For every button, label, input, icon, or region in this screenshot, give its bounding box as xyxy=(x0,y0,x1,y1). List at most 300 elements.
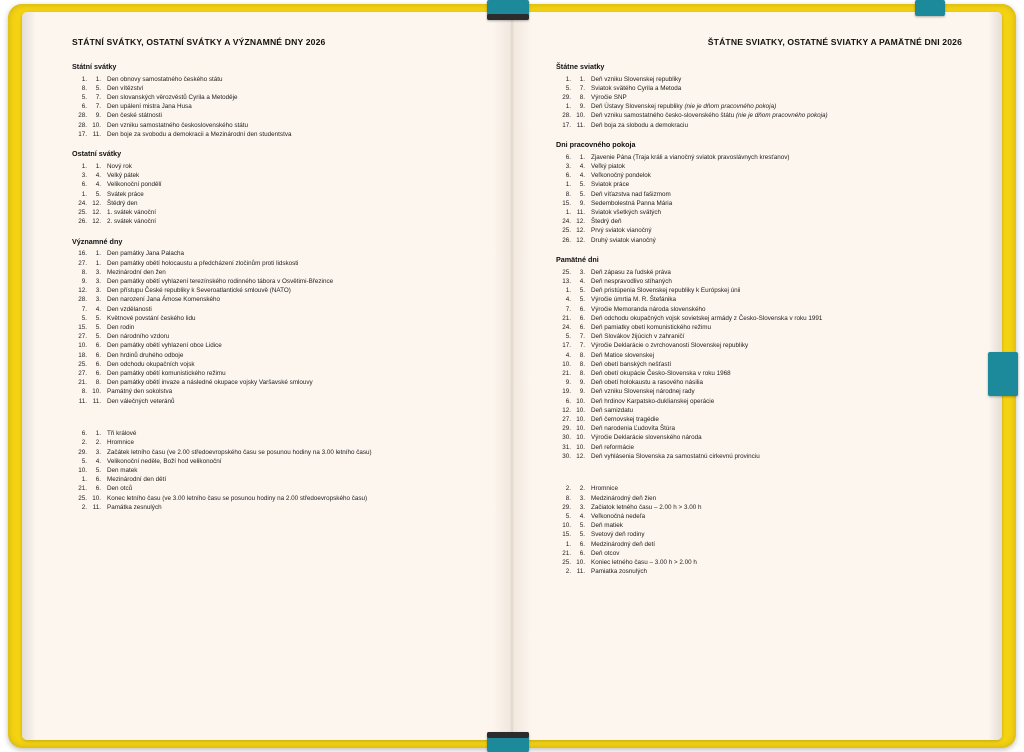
bookmark-ribbon-top-secondary[interactable] xyxy=(915,0,945,16)
holiday-entry xyxy=(556,334,962,341)
entry-day: 3. xyxy=(81,172,87,180)
holiday-entry xyxy=(556,164,962,171)
entry-month: 10. xyxy=(92,121,101,129)
entry-month: 7. xyxy=(579,84,585,92)
holiday-list xyxy=(72,164,490,226)
entry-day: 8. xyxy=(81,268,87,276)
entry-month: 8. xyxy=(579,93,585,101)
entry-month: 10. xyxy=(576,406,585,414)
holiday-list xyxy=(556,77,962,130)
holiday-section xyxy=(556,141,962,244)
entry-label: Deň odchodu okupačných vojsk sovietskej armády z Česko-Slovenska v roku 1991 xyxy=(591,314,823,322)
holiday-section xyxy=(72,63,490,138)
entry-month: 11. xyxy=(92,503,101,511)
entry-month: 10. xyxy=(92,494,101,502)
holiday-entry xyxy=(556,426,962,433)
entry-day: 30. xyxy=(562,434,571,442)
entry-day: 15. xyxy=(562,199,571,207)
holiday-entry xyxy=(556,113,962,120)
entry-label: Den přístupu České republiky k Severoatlantické smlouvě (NATO) xyxy=(107,287,291,295)
holiday-list xyxy=(556,486,962,575)
entry-day: 1. xyxy=(565,208,571,216)
holiday-entry xyxy=(72,486,490,493)
planner-pages xyxy=(22,12,1002,740)
entry-day: 15. xyxy=(562,531,571,539)
entry-day: 25. xyxy=(562,559,571,567)
entry-month: 4. xyxy=(95,172,101,180)
section-spacer xyxy=(72,417,490,431)
entry-month: 12. xyxy=(92,208,101,216)
entry-label: Hromnice xyxy=(591,485,618,493)
entry-label: Den slovanských věrozvěstů Cyrila a Metoděje xyxy=(107,93,238,101)
section-heading: Dni pracovného pokoja xyxy=(556,140,636,150)
entry-month: 7. xyxy=(579,333,585,341)
entry-day: 17. xyxy=(78,130,87,138)
entry-month: 3. xyxy=(579,268,585,276)
entry-label: Štědrý den xyxy=(107,199,138,207)
bookmark-ribbon-bottom[interactable] xyxy=(487,732,529,752)
entry-label: 2. svátek vánoční xyxy=(107,218,157,226)
holiday-entry xyxy=(72,210,490,217)
entry-label: Deň vzniku Slovenskej národnej rady xyxy=(591,388,695,396)
entry-day: 5. xyxy=(81,457,87,465)
entry-day: 18. xyxy=(78,351,87,359)
entry-month: 6. xyxy=(95,360,101,368)
holiday-entry xyxy=(72,353,490,360)
holiday-entry xyxy=(556,182,962,189)
entry-label: Den památky Jana Palacha xyxy=(107,250,185,258)
holiday-entry xyxy=(72,192,490,199)
entry-label: Deň obetí okupácie Česko-Slovenska v roku 1968 xyxy=(591,370,731,377)
holiday-entry xyxy=(556,325,962,332)
holiday-entry xyxy=(72,316,490,323)
holiday-list xyxy=(72,431,490,511)
entry-month: 5. xyxy=(579,531,585,539)
entry-day: 8. xyxy=(565,190,571,198)
holiday-entry xyxy=(556,560,962,567)
entry-month: 5. xyxy=(579,296,585,304)
entry-month: 11. xyxy=(576,121,585,129)
entry-day: 21. xyxy=(562,314,571,322)
entry-label: Deň obetí holokaustu a rasového násilia xyxy=(591,379,704,387)
entry-month: 5. xyxy=(95,314,101,322)
entry-day: 17. xyxy=(562,342,571,350)
entry-day: 28. xyxy=(78,112,87,120)
holiday-entry xyxy=(556,389,962,396)
entry-label: Deň pamiatky obetí komunistického režimu xyxy=(591,323,712,331)
entry-month: 12. xyxy=(92,199,101,207)
holiday-entry xyxy=(556,270,962,277)
entry-month: 6. xyxy=(579,314,585,322)
entry-label: Hromnice xyxy=(107,439,134,447)
entry-label: Velký pátek xyxy=(107,172,140,180)
entry-month: 3. xyxy=(95,296,101,304)
entry-month: 2. xyxy=(95,439,101,447)
entry-day: 10. xyxy=(562,360,571,368)
entry-month: 10. xyxy=(576,559,585,567)
holiday-entry xyxy=(72,343,490,350)
entry-day: 4. xyxy=(565,296,571,304)
entry-label: Deň pristúpenia Slovenskej republiky k Európskej únii xyxy=(591,287,741,295)
entry-day: 15. xyxy=(78,323,87,331)
entry-day: 21. xyxy=(78,379,87,387)
entry-day: 28. xyxy=(78,296,87,304)
entry-day: 21. xyxy=(562,549,571,557)
entry-label: Památka zesnulých xyxy=(107,503,162,511)
entry-label: Prvý sviatok vianočný xyxy=(591,227,652,235)
holiday-entry xyxy=(556,532,962,539)
entry-month: 5. xyxy=(95,84,101,92)
entry-label: Deň vzniku samostatného česko-slovenského štátu (nie je dňom pracovného pokoja) xyxy=(591,112,828,120)
entry-month: 6. xyxy=(95,485,101,493)
entry-month: 6. xyxy=(579,305,585,313)
entry-label: Medzinárodný deň žien xyxy=(591,494,657,502)
entry-month: 9. xyxy=(579,103,585,111)
entry-day: 21. xyxy=(562,370,571,377)
entry-day: 5. xyxy=(565,513,571,521)
entry-label: Výročie Deklarácie slovenského národa xyxy=(591,434,702,442)
entry-day: 8. xyxy=(565,494,571,502)
right-page-title: ŠTÁTNE SVIATKY, OSTATNÉ SVIATKY A PAMÄTNÉ DNI 2026 xyxy=(707,37,962,47)
entry-label: Den otců xyxy=(107,485,133,493)
holiday-entry xyxy=(72,431,490,438)
section-heading: Pamätné dni xyxy=(556,255,599,265)
entry-day: 6. xyxy=(81,103,87,111)
holiday-entry xyxy=(72,288,490,295)
entry-day: 6. xyxy=(565,153,571,161)
holiday-entry xyxy=(556,173,962,180)
entry-label: Deň zápasu za ľudské práva xyxy=(591,268,671,276)
entry-day: 25. xyxy=(78,360,87,368)
entry-label: Sviatok všetkých svätých xyxy=(591,208,661,216)
entry-day: 29. xyxy=(562,503,571,511)
entry-month: 9. xyxy=(579,379,585,387)
left-page-title: STÁTNÍ SVÁTKY, OSTATNÍ SVÁTKY A VÝZNAMNÉ DNY 2026 xyxy=(72,37,326,47)
entry-label: Den památky obětí invaze a následné okupace vojsky Varšavské smlouvy xyxy=(107,379,313,387)
entry-label: Medzinárodný deň detí xyxy=(591,540,656,548)
entry-label: Deň narodenia Ľudovíta Štúra xyxy=(591,425,676,433)
entry-label: Den odchodu okupačních vojsk xyxy=(107,360,195,368)
holiday-entry xyxy=(556,380,962,387)
entry-label: Den vzdělanosti xyxy=(107,305,152,313)
holiday-entry xyxy=(556,219,962,226)
entry-day: 1. xyxy=(565,103,571,111)
entry-month: 3. xyxy=(95,277,101,285)
entry-day: 12. xyxy=(562,406,571,414)
holiday-entry xyxy=(72,104,490,111)
entry-day: 31. xyxy=(562,443,571,451)
entry-day: 2. xyxy=(565,485,571,493)
holiday-entry xyxy=(556,454,962,461)
entry-day: 5. xyxy=(81,93,87,101)
entry-month: 6. xyxy=(95,342,101,350)
entry-day: 5. xyxy=(81,314,87,322)
entry-month: 5. xyxy=(95,467,101,475)
entry-day: 6. xyxy=(81,181,87,189)
holiday-section xyxy=(556,472,962,575)
holiday-entry xyxy=(72,123,490,130)
entry-day: 26. xyxy=(562,236,571,244)
entry-label: Den boje za svobodu a demokracii a Mezinárodní den studentstva xyxy=(107,130,292,138)
entry-month: 4. xyxy=(579,162,585,170)
holiday-section xyxy=(72,417,490,511)
holiday-entry xyxy=(72,468,490,475)
holiday-entry xyxy=(556,417,962,424)
entry-month: 3. xyxy=(579,503,585,511)
entry-month: 7. xyxy=(579,342,585,350)
entry-month: 10. xyxy=(92,388,101,396)
holiday-entry xyxy=(556,435,962,442)
holiday-entry xyxy=(72,270,490,277)
holiday-entry xyxy=(72,389,490,396)
holiday-entry xyxy=(72,261,490,268)
holiday-entry xyxy=(556,123,962,130)
entry-label: Deň obetí banských nešťastí xyxy=(591,360,672,368)
entry-month: 5. xyxy=(95,323,101,331)
entry-month: 2. xyxy=(579,485,585,493)
holiday-list xyxy=(72,251,490,405)
entry-month: 5. xyxy=(579,181,585,189)
entry-day: 3. xyxy=(565,162,571,170)
entry-month: 11. xyxy=(576,568,585,576)
entry-label: Den památky obětí komunistického režimu xyxy=(107,370,226,377)
elastic-closure-band[interactable] xyxy=(988,352,1018,396)
holiday-entry xyxy=(72,182,490,189)
holiday-entry xyxy=(556,486,962,493)
holiday-entry xyxy=(556,408,962,415)
entry-day: 9. xyxy=(565,379,571,387)
holiday-entry xyxy=(72,496,490,503)
entry-month: 6. xyxy=(579,540,585,548)
entry-day: 2. xyxy=(81,503,87,511)
holiday-entry xyxy=(72,334,490,341)
entry-day: 1. xyxy=(565,181,571,189)
entry-label: Deň Slovákov žijúcich v zahraničí xyxy=(591,333,685,341)
entry-month: 10. xyxy=(576,416,585,424)
holiday-entry xyxy=(556,228,962,235)
holiday-entry xyxy=(556,77,962,84)
entry-day: 10. xyxy=(562,522,571,530)
entry-month: 9. xyxy=(95,112,101,120)
entry-day: 13. xyxy=(562,277,571,285)
holiday-entry xyxy=(556,210,962,217)
entry-day: 16. xyxy=(78,250,87,258)
holiday-entry xyxy=(556,542,962,549)
entry-month: 9. xyxy=(579,388,585,396)
holiday-entry xyxy=(72,399,490,406)
holiday-entry xyxy=(556,399,962,406)
entry-label: Výročie Deklarácie o zvrchovanosti Slovenskej republiky xyxy=(591,342,749,350)
entry-day: 6. xyxy=(565,172,571,180)
entry-month: 5. xyxy=(579,287,585,295)
entry-label: Začátek letního času (ve 2.00 středoevropského času se posunou hodiny na 3.00 letního času) xyxy=(107,448,372,456)
holiday-entry xyxy=(72,371,490,378)
entry-label: Den památky obětí vyhlazení terezínského rodinného tábora v Osvětimi-Březince xyxy=(107,277,334,285)
entry-label: Deň matiek xyxy=(591,522,623,530)
entry-label: Mezinárodní den dětí xyxy=(107,476,167,484)
entry-label: Den narození Jana Ámose Komenského xyxy=(107,296,221,304)
holiday-entry xyxy=(72,450,490,457)
entry-month: 4. xyxy=(95,181,101,189)
entry-month: 5. xyxy=(95,333,101,341)
left-page-content xyxy=(72,38,490,722)
holiday-entry xyxy=(72,477,490,484)
entry-day: 7. xyxy=(81,305,87,313)
entry-month: 3. xyxy=(579,494,585,502)
holiday-entry xyxy=(556,496,962,503)
entry-label: Deň otcov xyxy=(591,549,620,557)
entry-day: 24. xyxy=(562,218,571,226)
entry-day: 5. xyxy=(565,84,571,92)
right-page-content xyxy=(556,38,962,722)
entry-month: 5. xyxy=(579,522,585,530)
section-heading: Státní svátky xyxy=(72,62,117,72)
entry-label: Druhý sviatok vianočný xyxy=(591,236,656,244)
holiday-entry xyxy=(72,380,490,387)
entry-day: 27. xyxy=(78,259,87,267)
holiday-entry xyxy=(72,307,490,314)
entry-month: 1. xyxy=(95,259,101,267)
entry-day: 1. xyxy=(81,190,87,198)
entry-label: Výročie Memoranda národa slovenského xyxy=(591,305,706,313)
entry-month: 9. xyxy=(579,199,585,207)
holiday-entry xyxy=(72,459,490,466)
entry-day: 2. xyxy=(81,439,87,447)
entry-day: 1. xyxy=(565,75,571,83)
holiday-entry xyxy=(72,113,490,120)
holiday-entry xyxy=(72,440,490,447)
entry-month: 12. xyxy=(576,236,585,244)
entry-month: 7. xyxy=(95,93,101,101)
holiday-entry xyxy=(72,86,490,93)
entry-month: 12. xyxy=(576,218,585,226)
entry-day: 11. xyxy=(78,397,87,405)
holiday-entry xyxy=(72,297,490,304)
holiday-entry xyxy=(556,362,962,369)
entry-label: Deň reformácie xyxy=(591,443,635,451)
entry-month: 6. xyxy=(579,549,585,557)
holiday-section xyxy=(72,150,490,225)
entry-day: 28. xyxy=(562,112,571,120)
entry-day: 8. xyxy=(81,388,87,396)
bookmark-ribbon-top[interactable] xyxy=(487,0,529,20)
section-spacer xyxy=(556,472,962,486)
entry-month: 7. xyxy=(95,103,101,111)
entry-day: 25. xyxy=(78,208,87,216)
entry-label: Deň vyhlásenia Slovenska za samostatnú cirkevnú provinciu xyxy=(591,452,760,460)
right-page-sections xyxy=(556,63,962,576)
entry-month: 12. xyxy=(576,227,585,235)
entry-month: 10. xyxy=(576,112,585,120)
holiday-entry xyxy=(556,514,962,521)
holiday-entry xyxy=(556,201,962,208)
entry-label: Výročie SNP xyxy=(591,93,627,101)
holiday-list xyxy=(556,270,962,461)
holiday-section xyxy=(556,63,962,129)
entry-label: Deň samizdatu xyxy=(591,406,633,414)
holiday-entry xyxy=(556,371,962,378)
left-page-edge-shadow xyxy=(22,12,36,740)
entry-day: 28. xyxy=(78,121,87,129)
holiday-entry xyxy=(556,551,962,558)
holiday-entry xyxy=(556,279,962,286)
entry-label: Den vzniku samostatného československého státu xyxy=(107,121,249,129)
entry-day: 1. xyxy=(81,162,87,170)
entry-label: Svátek práce xyxy=(107,190,144,198)
holiday-entry xyxy=(556,523,962,530)
entry-day: 2. xyxy=(565,568,571,576)
entry-day: 17. xyxy=(562,121,571,129)
entry-day: 29. xyxy=(562,93,571,101)
entry-label: Den válečných veteránů xyxy=(107,397,175,405)
entry-day: 25. xyxy=(78,494,87,502)
holiday-entry xyxy=(72,173,490,180)
entry-label: Den památky obětí holocaustu a předcházení zločinům proti lidskosti xyxy=(107,259,299,267)
entry-month: 8. xyxy=(95,379,101,387)
entry-month: 6. xyxy=(95,370,101,377)
entry-label: Veľký piatok xyxy=(591,162,626,170)
entry-day: 27. xyxy=(78,333,87,341)
entry-label: Den upálení mistra Jana Husa xyxy=(107,103,192,111)
entry-day: 6. xyxy=(565,397,571,405)
entry-label: Památný den sokolstva xyxy=(107,388,173,396)
entry-month: 12. xyxy=(576,452,585,460)
entry-label: Den obnovy samostatného českého státu xyxy=(107,75,223,83)
entry-label: Zjavenie Pána (Traja králi a vianočný sviatok pravoslávnych kresťanov) xyxy=(591,153,790,161)
holiday-list xyxy=(556,155,962,244)
holiday-entry xyxy=(556,569,962,576)
entry-label: Deň černovskej tragédie xyxy=(591,416,659,424)
entry-label: Deň hrdinov Karpatsko-duklianskej operácie xyxy=(591,397,715,405)
entry-month: 6. xyxy=(95,476,101,484)
entry-month: 10. xyxy=(576,425,585,433)
holiday-list xyxy=(72,77,490,139)
entry-month: 11. xyxy=(576,208,585,216)
right-page xyxy=(512,12,1002,740)
entry-month: 3. xyxy=(95,268,101,276)
entry-day: 1. xyxy=(81,75,87,83)
holiday-entry xyxy=(556,238,962,245)
entry-label: Konec letního času (ve 3.00 letního času se posunou hodiny na 2.00 středoevropského času) xyxy=(107,494,368,502)
entry-month: 4. xyxy=(95,457,101,465)
holiday-entry xyxy=(556,95,962,102)
entry-day: 10. xyxy=(78,342,87,350)
holiday-entry xyxy=(556,307,962,314)
entry-month: 6. xyxy=(579,323,585,331)
entry-label: Sviatok práce xyxy=(591,181,630,189)
entry-label: Den matek xyxy=(107,467,138,475)
entry-label: Štedrý deň xyxy=(591,218,622,226)
entry-month: 1. xyxy=(95,75,101,83)
entry-month: 4. xyxy=(579,277,585,285)
entry-month: 3. xyxy=(95,448,101,456)
holiday-entry xyxy=(72,251,490,258)
entry-label: Den národního vzdoru xyxy=(107,333,170,341)
entry-day: 12. xyxy=(78,287,87,295)
holiday-entry xyxy=(556,297,962,304)
holiday-entry xyxy=(556,288,962,295)
entry-label: Koniec letného času – 3.00 h > 2.00 h xyxy=(591,559,697,567)
holiday-entry xyxy=(556,353,962,360)
entry-label: Den rodin xyxy=(107,323,135,331)
entry-day: 27. xyxy=(562,416,571,424)
entry-day: 9. xyxy=(81,277,87,285)
entry-month: 10. xyxy=(576,397,585,405)
entry-label: Začiatok letného času – 2.00 h > 3.00 h xyxy=(591,503,702,511)
bookmark-ribbon-bottom-cap xyxy=(487,732,529,738)
entry-label: Den památky obětí vyhlazení obce Lidice xyxy=(107,342,222,350)
entry-day: 24. xyxy=(78,199,87,207)
